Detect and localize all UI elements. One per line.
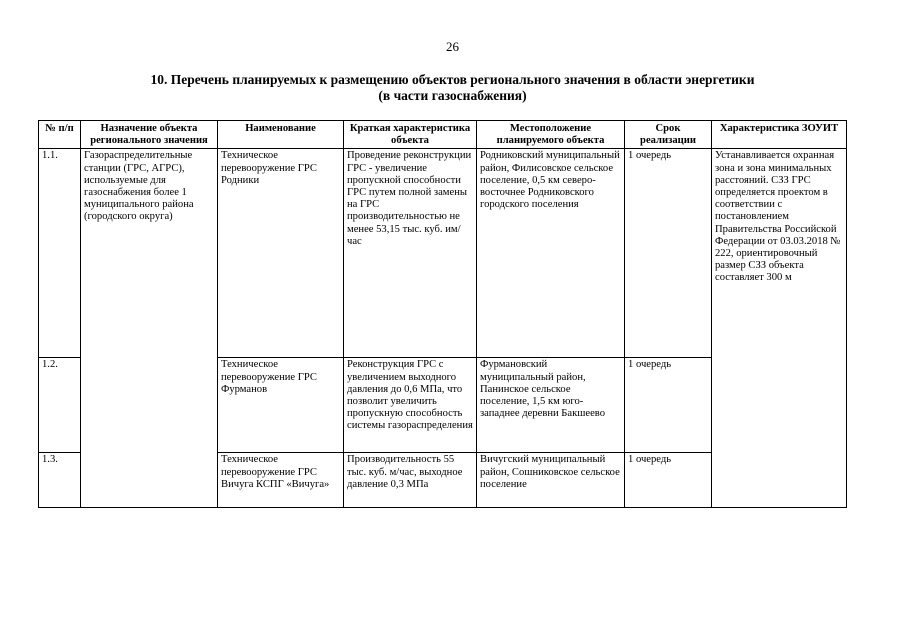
header-zouit: Характеристика ЗОУИТ xyxy=(712,121,847,149)
header-location: Местоположение планируемого объекта xyxy=(477,121,625,149)
document-title xyxy=(60,72,845,104)
header-purpose: Назначение объекта регионального значения xyxy=(81,121,218,149)
zouit-characteristics: Устанавливается охранная зона и зона минимальных расстояний. СЗЗ ГРС определяется проектом в соответствии с постановлением Правительства Российской Федерации от 03.03.2018 № 222, ориентировочный размер СЗЗ объекта составляет 300 м xyxy=(712,149,847,508)
object-name: Техническое перевооружение ГРС Родники xyxy=(218,149,344,358)
gas-supply-objects-table xyxy=(38,120,847,508)
document-title-line-2: (в части газоснабжения) xyxy=(378,88,527,103)
object-name: Техническое перевооружение ГРС Вичуга КСПГ «Вичуга» xyxy=(218,453,344,508)
row-number: 1.2. xyxy=(39,358,81,453)
implementation-term: 1 очередь xyxy=(625,453,712,508)
document-title-line-1: 10. Перечень планируемых к размещению объектов регионального значения в области энергетики xyxy=(150,72,755,87)
row-number: 1.1. xyxy=(39,149,81,358)
object-location: Родниковский муниципальный район, Филисовское сельское поселение, 0,5 км северо-восточнее Родниковского городского поселения xyxy=(477,149,625,358)
object-description: Реконструкция ГРС с увеличением выходного давления до 0,6 МПа, что позволит увеличить пропускную способность системы газораспределения xyxy=(344,358,477,453)
table-header-row xyxy=(39,121,847,149)
object-location: Фурмановский муниципальный район, Панинское сельское поселение, 1,5 км юго-западнее деревни Бакшеево xyxy=(477,358,625,453)
object-description: Производительность 55 тыс. куб. м/час, выходное давление 0,3 МПа xyxy=(344,453,477,508)
table-row xyxy=(39,149,847,358)
object-description: Проведение реконструкции ГРС - увеличение пропускной способности ГРС путем полной замены на ГРС производительностью не менее 53,15 тыс. куб. им/час xyxy=(344,149,477,358)
header-term: Срок реализации xyxy=(625,121,712,149)
object-location: Вичугский муниципальный район, Сошниковское сельское поселение xyxy=(477,453,625,508)
page-number: 26 xyxy=(446,39,459,54)
row-number: 1.3. xyxy=(39,453,81,508)
implementation-term: 1 очередь xyxy=(625,149,712,358)
implementation-term: 1 очередь xyxy=(625,358,712,453)
header-description: Краткая характеристика объекта xyxy=(344,121,477,149)
header-number: № п/п xyxy=(39,121,81,149)
header-name: Наименование xyxy=(218,121,344,149)
object-name: Техническое перевооружение ГРС Фурманов xyxy=(218,358,344,453)
object-purpose: Газораспределительные станции (ГРС, АГРС), используемые для газоснабжения более 1 муниципального района (городского округа) xyxy=(81,149,218,508)
